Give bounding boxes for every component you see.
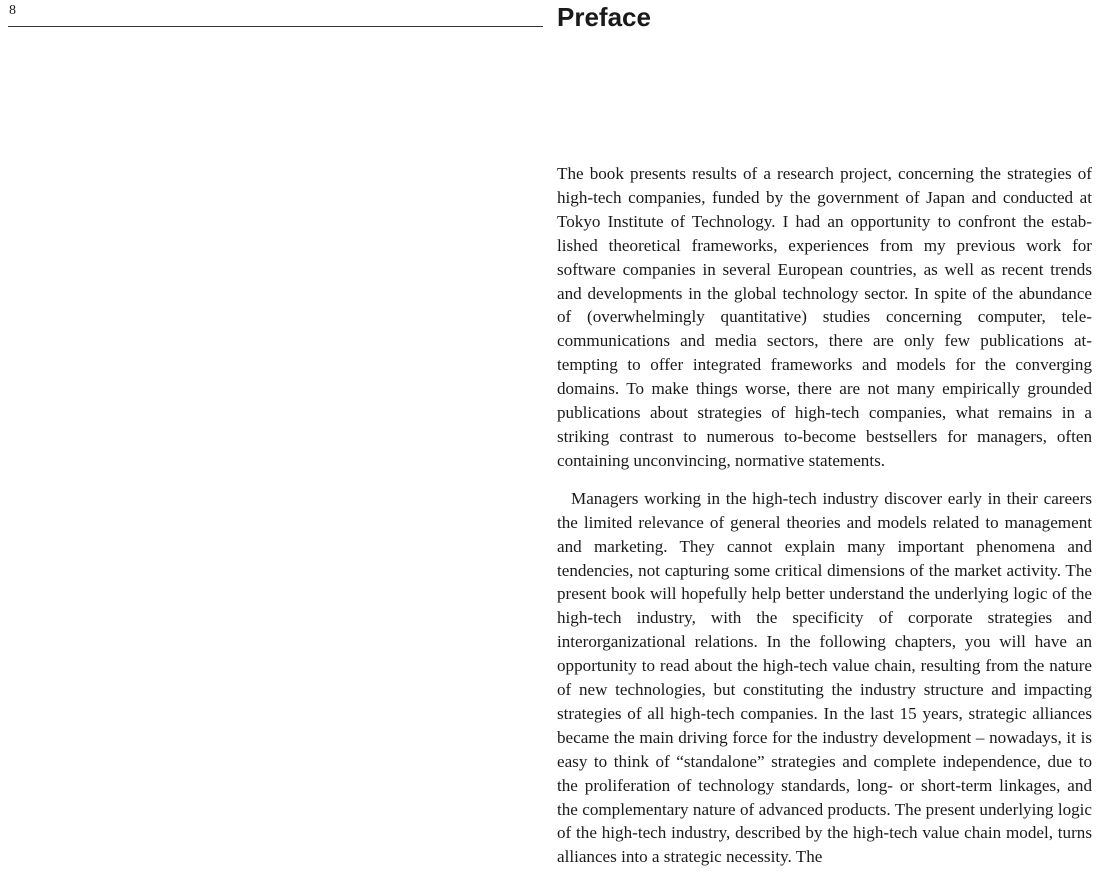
header-rule: [8, 26, 543, 27]
body-text: [557, 162, 1092, 869]
page-number: 8: [9, 3, 16, 18]
chapter-title: Preface: [557, 2, 651, 32]
paragraph-1: The book presents results of a research project, concerning the strategies of high-tech companies, funded by the government of Japan and conducted at Tokyo Institute of Technology. I had an opportunity to confront the established theoretical frameworks, experiences from my previous work for software companies in several European countries, as well as recent trends and developments in the global technology sector. In spite of the abundance of (overwhelmingly quantitative) studies concerning computer, telecommunications and media sectors, there are only few publications attempting to offer integrated frameworks and models for the converging domains. To make things worse, there are not many empirically grounded publications about strategies of high-tech companies, what remains in a striking contrast to numerous to-become bestsellers for managers, often containing unconvincing, normative statements.: [557, 164, 1092, 470]
paragraph-2: Managers working in the high-tech industry discover early in their careers the limited relevance of general theories and models related to management and marketing. They cannot explain many important phenomena and tendencies, not capturing some critical dimensions of the market activity. The present book will hopefully help better understand the underlying logic of the high-tech industry, with the specificity of corporate strategies and interorganizational relations. In the following chapters, you will have an opportunity to read about the high-tech value chain, resulting from the nature of new technologies, but constituting the industry structure and impacting strategies of all high-tech companies. In the last 15 years, strategic alliances became the main driving force for the industry development – nowadays, it is easy to think of “standalone” strategies and complete independence, due to the proliferation of technology standards, long- or short-term linkages, and the complementary nature of advanced products. The present underlying logic of the high-tech industry, described by the high-tech value chain model, turns alliances into a strategic necessity. The: [557, 488, 1092, 867]
